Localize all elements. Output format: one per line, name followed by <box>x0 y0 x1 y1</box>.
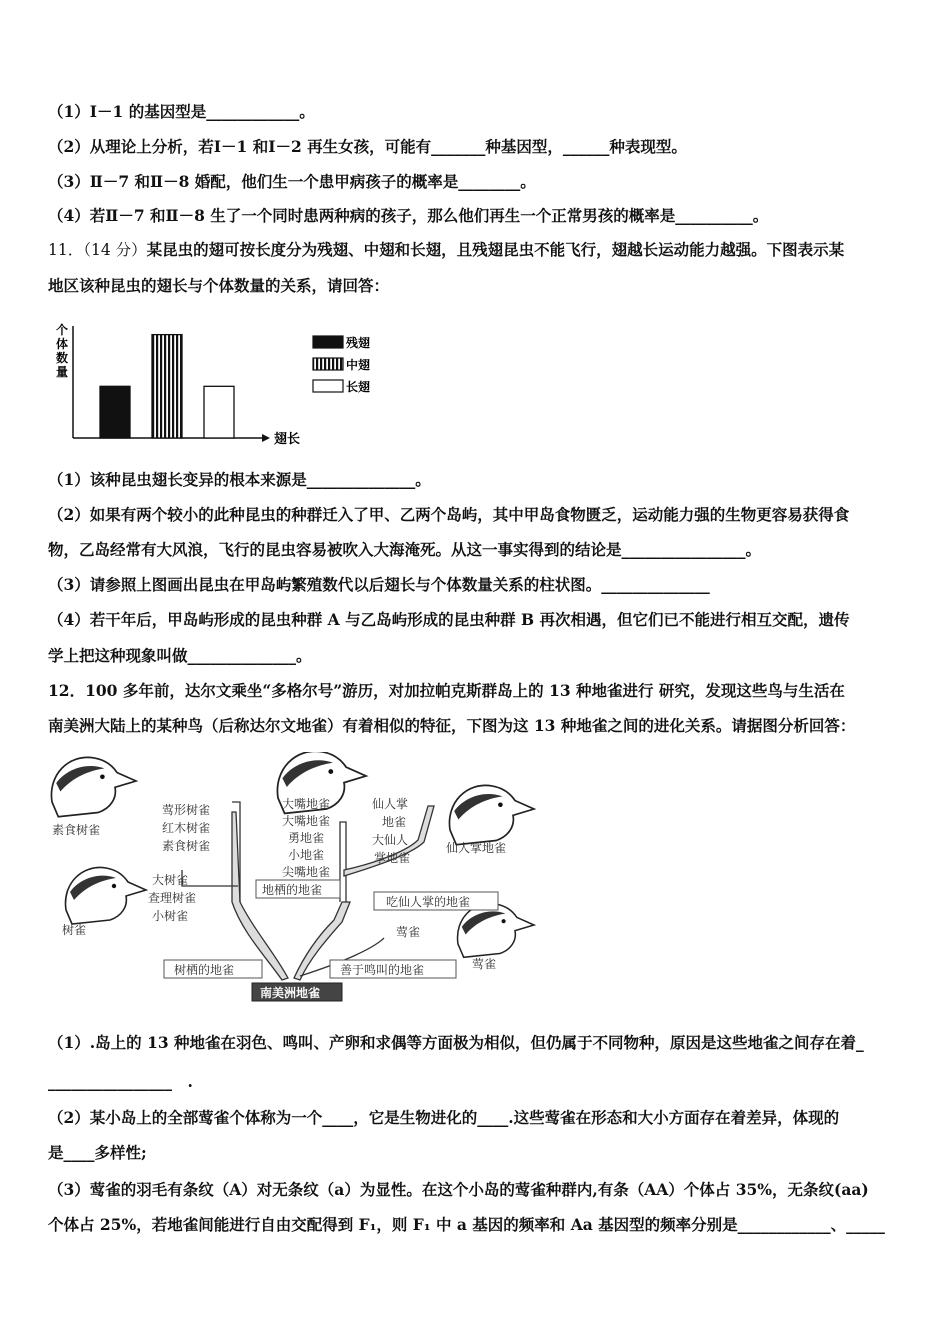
branch-box-root <box>252 983 342 1001</box>
q11-stem-text: 某昆虫的翅可按长度分为残翅、中翅和长翅，且残翅昆虫不能飞行，翅越长运动能力越强。下图表示某 <box>146 240 845 259</box>
q12-part2-line1: （2）某小岛上的全部莺雀个体称为一个____，它是生物进化的____.这些莺雀在形态和大小方面存在着差异，体现的 <box>48 1108 840 1127</box>
legend-label: 残翅 <box>346 336 371 350</box>
q11-part2-line1: （2）如果有两个较小的此种昆虫的种群迁入了甲、乙两个岛屿，其中甲岛食物匮乏，运动能力强的生物更容易获得食 <box>48 505 850 524</box>
bars <box>100 335 234 438</box>
y-axis-label-char: 量 <box>55 365 69 379</box>
species-group-3 <box>282 796 330 879</box>
svg-text:地栖的地雀: 地栖的地雀 <box>262 883 323 897</box>
svg-text:查理树雀: 查理树雀 <box>148 891 197 905</box>
svg-text:红木树雀: 红木树雀 <box>162 821 211 835</box>
legend-swatch <box>313 358 343 370</box>
legend-label: 长翅 <box>346 380 371 394</box>
svg-text:小树雀: 小树雀 <box>152 909 189 923</box>
y-axis-label-char: 体 <box>55 337 69 351</box>
bird-icon <box>65 867 146 924</box>
svg-text:吃仙人掌的地雀: 吃仙人掌的地雀 <box>386 895 471 909</box>
bar-1 <box>100 386 130 438</box>
species-group-4 <box>372 796 410 865</box>
y-axis-label-char: 数 <box>55 351 69 365</box>
svg-text:大嘴地雀: 大嘴地雀 <box>282 797 331 811</box>
svg-text:勇地雀: 勇地雀 <box>288 831 325 845</box>
svg-text:地雀: 地雀 <box>382 815 407 829</box>
chart-legend <box>313 335 370 394</box>
q10-part3: （3）Ⅱ－7 和Ⅱ－8 婚配，他们生一个患甲病孩子的概率是________。 <box>48 172 536 191</box>
svg-text:莺形树雀: 莺形树雀 <box>162 803 211 817</box>
legend-label: 中翅 <box>346 358 371 372</box>
wing-length-chart <box>48 318 408 448</box>
bird-icon <box>449 785 534 844</box>
q11-stem-line1 <box>48 240 908 260</box>
q10-part4: （4）若Ⅱ－7 和Ⅱ－8 生了一个同时患两种病的孩子，那么他们再生一个正常男孩的概率是__________。 <box>48 206 769 225</box>
q11-part4-line2: 学上把这种现象叫做______________。 <box>48 646 312 665</box>
y-axis-label-char: 个 <box>55 323 69 337</box>
branch-box-cactus <box>374 892 498 910</box>
q11-part1: （1）该种昆虫翅长变异的根本来源是______________。 <box>48 470 431 489</box>
q10-part2: （2）从理论上分析，若Ⅰ－1 和Ⅰ－2 再生女孩，可能有_______种基因型，______种表现型。 <box>48 137 687 156</box>
q10-part1: （1）Ⅰ－1 的基因型是____________。 <box>48 102 315 121</box>
x-axis-arrow <box>262 434 270 442</box>
svg-text:大仙人: 大仙人 <box>372 833 409 847</box>
svg-text:大嘴地雀: 大嘴地雀 <box>282 814 331 828</box>
q12-part1-line2: ________________ . <box>48 1072 193 1091</box>
x-axis-label: 翅长 <box>274 432 301 447</box>
legend-swatch <box>313 380 343 392</box>
svg-text:善于鸣叫的地雀: 善于鸣叫的地雀 <box>340 963 425 977</box>
bird-icon <box>51 757 136 816</box>
q11-number: 11．（14 分） <box>48 241 147 259</box>
species-warbler: 莺雀 <box>396 925 421 939</box>
svg-text:树栖的地雀: 树栖的地雀 <box>174 963 235 977</box>
species-group-1 <box>162 802 210 853</box>
q12-part3-line1: （3）莺雀的羽毛有条纹（A）对无条纹（a）为显性。在这个小岛的莺雀种群内,有条（AA）个体占 35%，无条纹(aa) <box>48 1180 869 1199</box>
y-axis-label <box>56 322 68 379</box>
svg-text:尖嘴地雀: 尖嘴地雀 <box>282 865 331 879</box>
q11-part2-line2: 物，乙岛经常有大风浪，飞行的昆虫容易被吹入大海淹死。从这一事实得到的结论是________________。 <box>48 540 762 559</box>
q11-part4-line1: （4）若干年后，甲岛屿形成的昆虫种群 A 与乙岛屿形成的昆虫种群 B 再次相遇，但它们已不能进行相互交配，遗传 <box>48 610 850 629</box>
q12-part3-line2: 个体占 25%，若地雀间能进行自由交配得到 F₁，则 F₁ 中 a 基因的频率和 Aa 基因型的频率分别是____________、_____ <box>48 1215 885 1234</box>
species-group-2 <box>148 872 196 923</box>
bird-icon <box>458 904 534 958</box>
svg-text:大树雀: 大树雀 <box>152 873 189 887</box>
branch-box-singing <box>330 960 456 978</box>
q11-part3: （3）请参照上图画出昆虫在甲岛屿繁殖数代以后翅长与个体数量关系的柱状图。______________ <box>48 575 710 594</box>
q12-stem-line2: 南美洲大陆上的某种鸟（后称达尔文地雀）有着相似的特征，下图为这 13 种地雀之间的进化关系。请据图分析回答： <box>48 716 856 735</box>
svg-text:南美洲地雀: 南美洲地雀 <box>260 986 321 1000</box>
legend-swatch <box>313 336 343 348</box>
svg-text:掌地雀: 掌地雀 <box>374 851 411 865</box>
q12-part2-line2: 是____多样性; <box>48 1143 147 1162</box>
bird-label-cactus: 仙人掌地雀 <box>446 841 507 855</box>
branch-box-tree <box>164 960 262 978</box>
bird-label-vegetarian: 素食树雀 <box>52 823 101 837</box>
q12-part1-line1: （1）.岛上的 13 种地雀在羽色、鸣叫、产卵和求偶等方面极为相似，但仍属于不同物种，原因是这些地雀之间存在着_ <box>48 1033 864 1052</box>
q11-stem-line2: 地区该种昆虫的翅长与个体数量的关系，请回答： <box>48 276 390 295</box>
svg-text:仙人掌: 仙人掌 <box>372 797 409 811</box>
branch-box-ground <box>256 880 340 898</box>
bar-2 <box>152 335 182 438</box>
svg-text:素食树雀: 素食树雀 <box>162 839 211 853</box>
q12-stem-line1: 12．100 多年前，达尔文乘坐“多格尔号”游历，对加拉帕克斯群岛上的 13 种地雀进行 研究，发现这些鸟与生活在 <box>48 681 845 700</box>
finch-evolution-diagram <box>44 752 540 1002</box>
svg-text:小地雀: 小地雀 <box>288 848 325 862</box>
bird-label-warbler: 莺雀 <box>472 957 497 971</box>
bird-label-tree: 树雀 <box>62 923 87 937</box>
bar-3 <box>204 386 234 438</box>
